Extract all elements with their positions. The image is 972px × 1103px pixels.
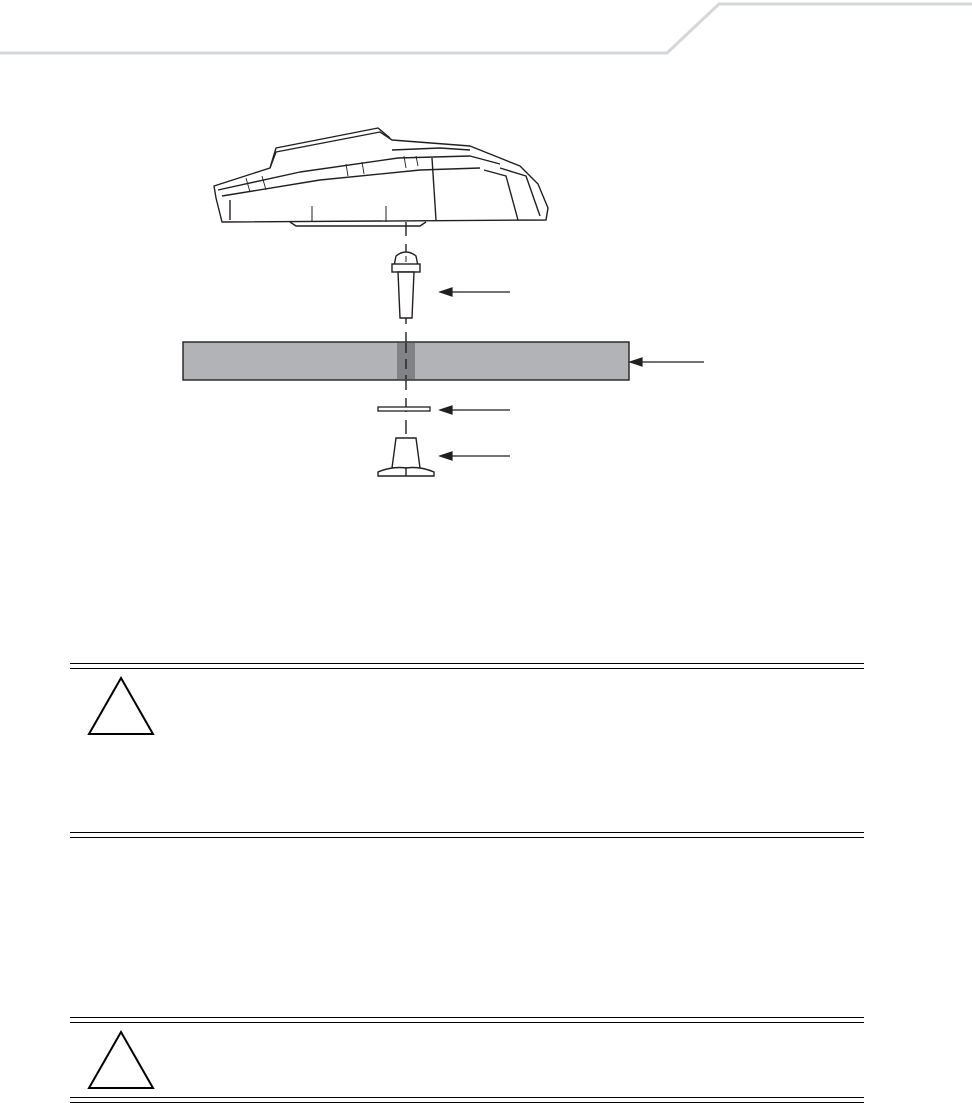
caution-top-rule bbox=[70, 663, 864, 669]
caution-bottom-rule bbox=[70, 832, 864, 838]
caution-bottom-rule bbox=[70, 1097, 864, 1103]
caution-box bbox=[70, 663, 864, 838]
caution-triangle-icon bbox=[86, 675, 156, 742]
caution-box bbox=[70, 1017, 864, 1103]
ceiling-tile bbox=[183, 342, 629, 380]
access-point-body bbox=[214, 128, 548, 226]
washer bbox=[378, 407, 430, 411]
wing-nut bbox=[378, 438, 434, 476]
caution-top-rule bbox=[70, 1017, 864, 1023]
mounting-diagram bbox=[0, 0, 972, 520]
mounting-screw bbox=[392, 252, 420, 318]
caution-triangle-icon bbox=[86, 1029, 156, 1096]
